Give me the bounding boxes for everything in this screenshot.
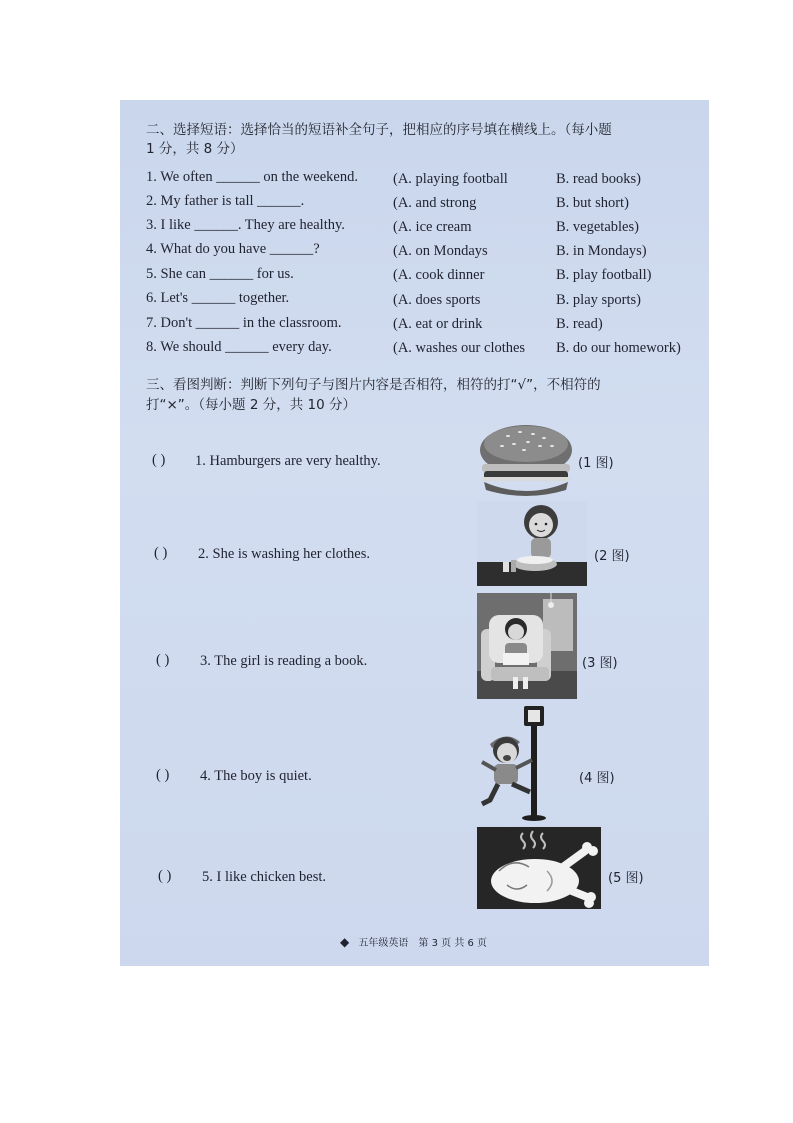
girl-reading-icon	[477, 593, 577, 699]
option-b: B. play football)	[556, 267, 652, 283]
option-b: B. play sports)	[556, 292, 641, 308]
option-b: B. read books)	[556, 171, 641, 187]
option-b: B. but short)	[556, 195, 629, 211]
section2-title-line2: 1 分，共 8 分）	[146, 141, 244, 157]
answer-blank[interactable]: ( )	[156, 652, 170, 668]
picture-tag: (2 图)	[594, 549, 630, 564]
option-a: (A. eat or drink	[393, 316, 483, 332]
hamburger-icon	[478, 422, 574, 498]
answer-blank[interactable]: ( )	[152, 452, 166, 468]
option-b: B. read)	[556, 316, 603, 332]
boy-lamppost-icon	[476, 704, 552, 822]
question-stem: 5. She can ______ for us.	[146, 266, 294, 282]
exam-page	[120, 100, 709, 966]
option-a: (A. cook dinner	[393, 267, 485, 283]
judge-sentence: 5. I like chicken best.	[202, 869, 327, 885]
picture-tag: (5 图)	[608, 871, 644, 886]
section2-title-line1: 二、选择短语：选择恰当的短语补全句子，把相应的序号填在横线上。（每小题	[146, 122, 612, 138]
picture-tag: (1 图)	[578, 456, 614, 471]
question-stem: 4. What do you have ______?	[146, 241, 320, 257]
section3-title-line1: 三、看图判断：判断下列句子与图片内容是否相符，相符的打“√”，不相符的	[146, 377, 601, 393]
roast-chicken-icon	[477, 827, 601, 909]
picture-tag: (3 图)	[582, 656, 618, 671]
section3-title-line2: 打“×”。（每小题 2 分，共 10 分）	[146, 397, 356, 413]
question-stem: 2. My father is tall ______.	[146, 193, 305, 209]
option-b: B. in Mondays)	[556, 243, 647, 259]
option-a: (A. and strong	[393, 195, 477, 211]
option-a: (A. washes our clothes	[393, 340, 526, 356]
judge-sentence: 2. She is washing her clothes.	[198, 546, 370, 562]
judge-sentence: 4. The boy is quiet.	[200, 768, 312, 784]
page-footer	[340, 934, 487, 949]
question-stem: 8. We should ______ every day.	[146, 339, 332, 355]
option-a: (A. does sports	[393, 292, 481, 308]
question-stem: 3. I like ______. They are healthy.	[146, 217, 345, 233]
judge-sentence: 1. Hamburgers are very healthy.	[195, 453, 381, 469]
diamond-icon: ◆	[340, 935, 350, 949]
option-b: B. do our homework)	[556, 340, 681, 356]
answer-blank[interactable]: ( )	[158, 868, 172, 884]
footer-text: 五年级英语 第 3 页 共 6 页	[358, 938, 488, 949]
option-a: (A. ice cream	[393, 219, 472, 235]
question-stem: 7. Don't ______ in the classroom.	[146, 315, 342, 331]
girl-washing-icon	[477, 502, 587, 586]
picture-tag: (4 图)	[579, 771, 615, 786]
answer-blank[interactable]: ( )	[156, 767, 170, 783]
option-a: (A. on Mondays	[393, 243, 488, 259]
answer-blank[interactable]: ( )	[154, 545, 168, 561]
question-stem: 6. Let's ______ together.	[146, 290, 290, 306]
option-b: B. vegetables)	[556, 219, 639, 235]
option-a: (A. playing football	[393, 171, 508, 187]
question-stem: 1. We often ______ on the weekend.	[146, 169, 358, 185]
judge-sentence: 3. The girl is reading a book.	[200, 653, 368, 669]
